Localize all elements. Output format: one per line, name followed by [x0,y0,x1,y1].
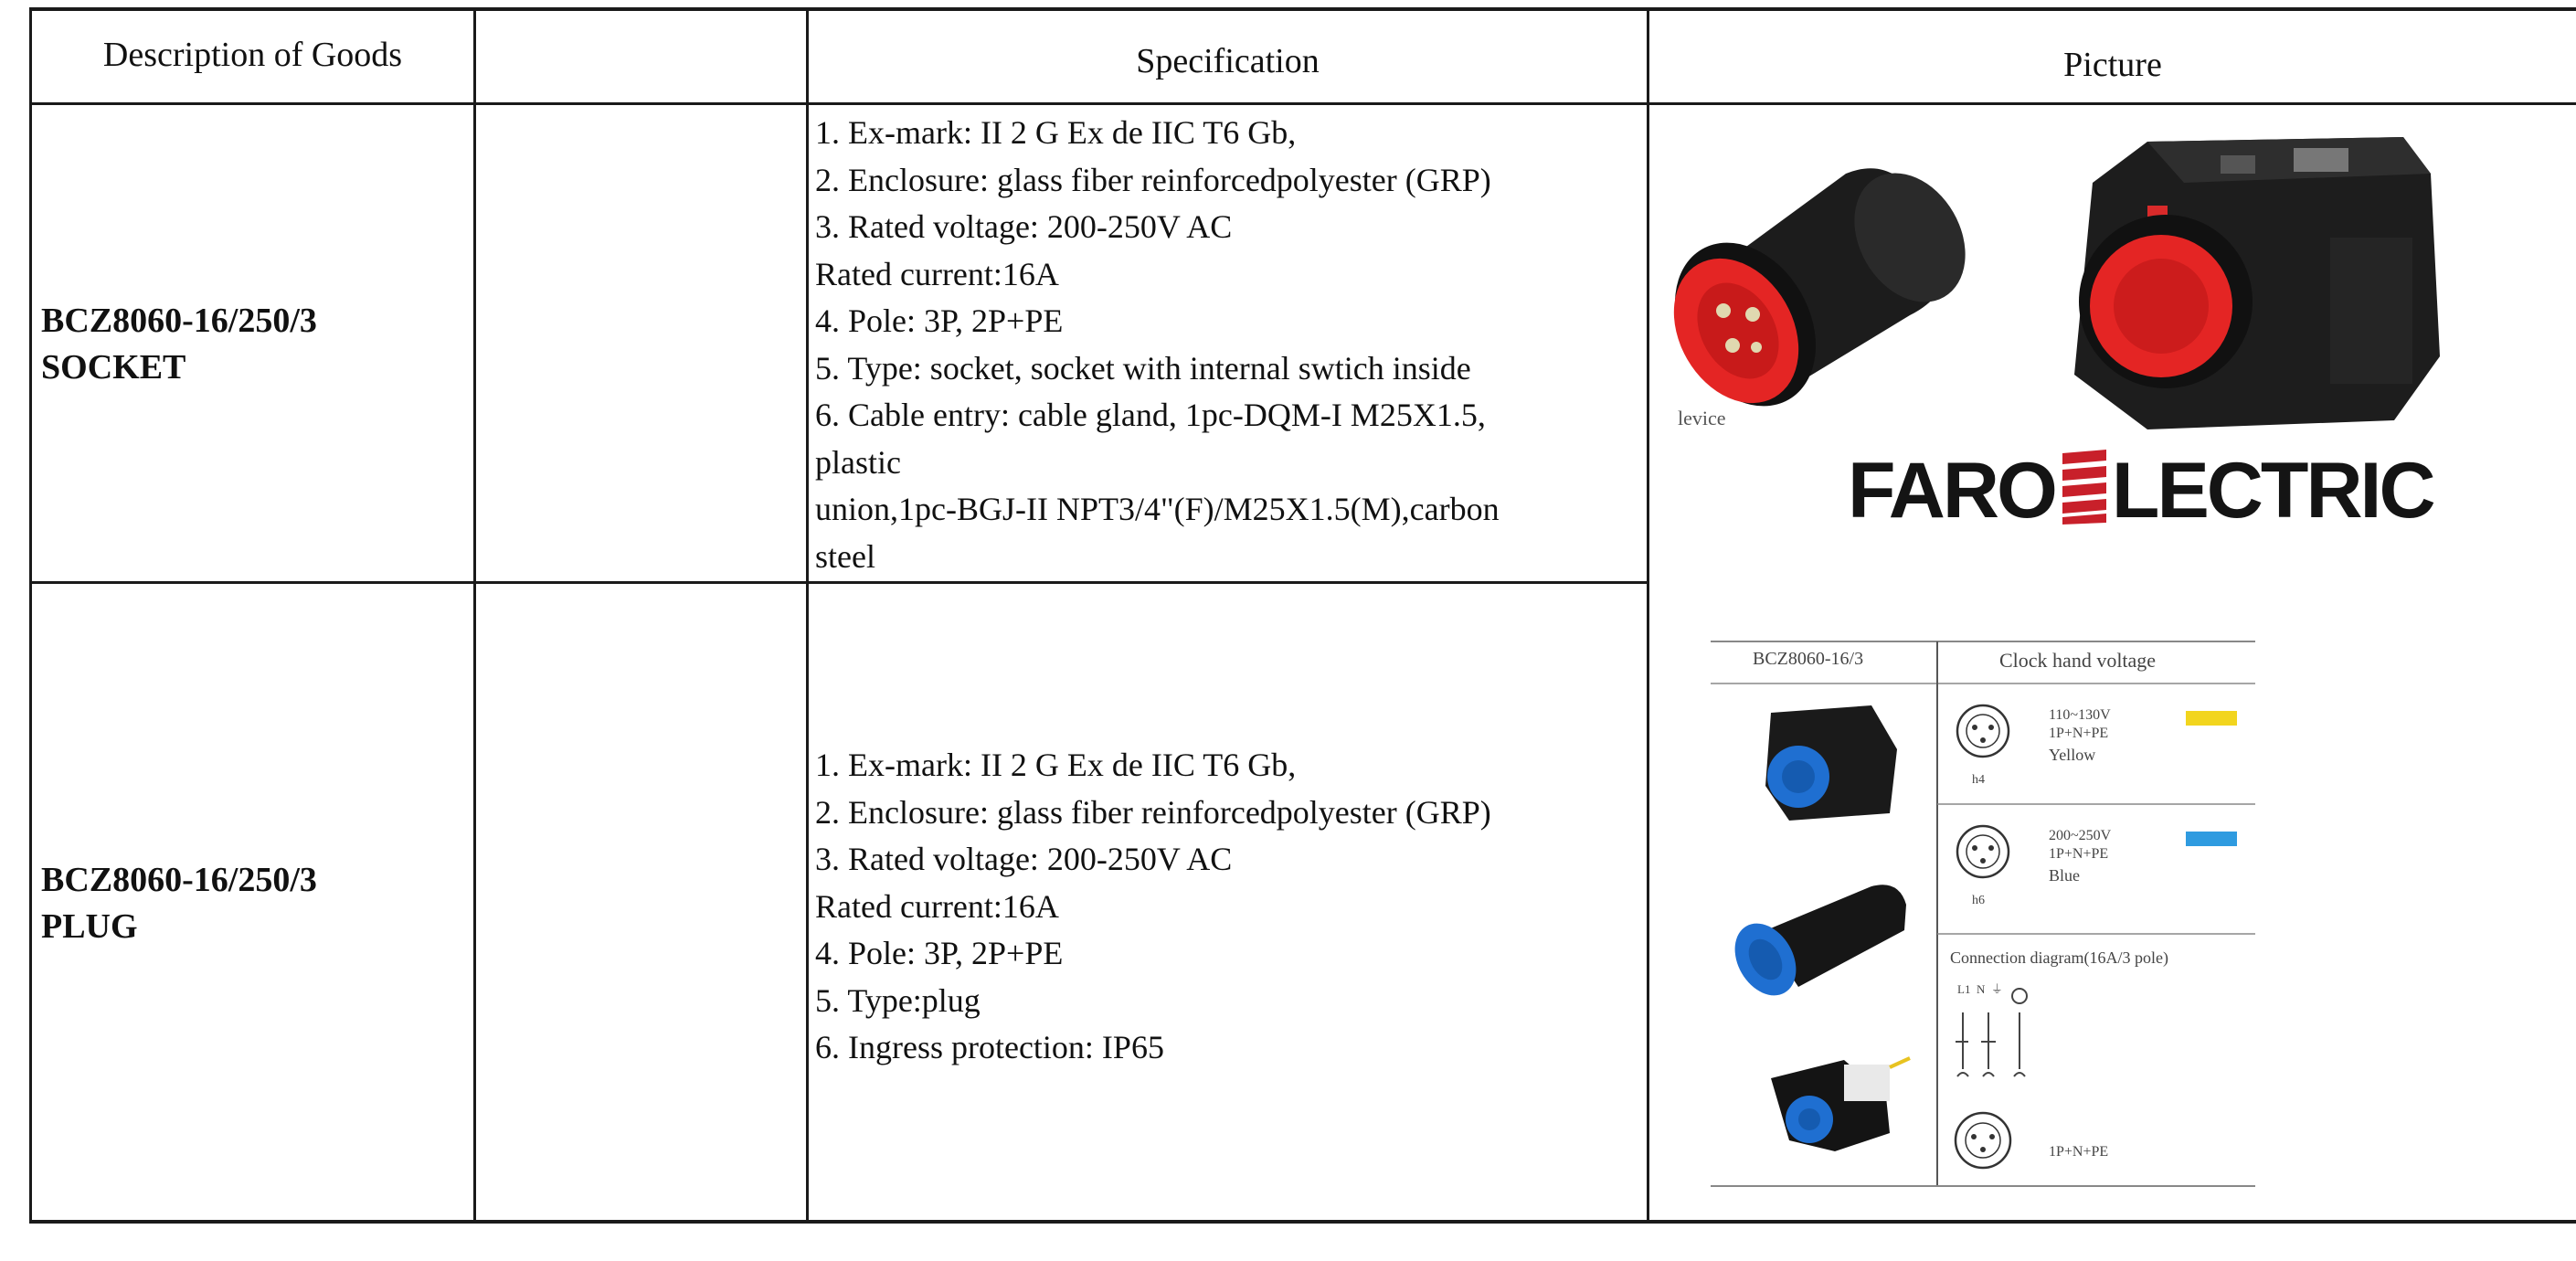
header-specification: Specification [1136,42,1320,80]
terminal-labels: L1 N ⏚ [1957,982,2003,996]
red-socket-image [2074,137,2440,429]
blue-swatch [2186,832,2237,846]
row-plug-name-line2: PLUG [41,907,138,946]
spec-line: 1. Ex-mark: II 2 G Ex de IIC T6 Gb, [815,114,1297,151]
spec-line: 6. Cable entry: cable gland, 1pc-DQM-I M25X1.5, [815,397,1486,433]
pin-diagram-icon [1956,1113,2010,1168]
inset-frame [1707,640,2255,1188]
spec-line: 4. Pole: 3P, 2P+PE [815,935,1064,971]
row-socket-spec [815,110,1500,580]
voltage-code: h6 [1972,894,1985,907]
header-picture: Picture [2063,46,2162,84]
inset-voltage-header: Clock hand voltage [1999,649,2157,672]
spec-line: 6. Ingress protection: IP65 [815,1029,1164,1065]
spec-line: Rated current:16A [815,255,1059,292]
header-description: Description of Goods [102,36,403,74]
bottom-poles: 1P+N+PE [2049,1144,2109,1160]
inset-model: BCZ8060-16/3 [1753,649,1864,669]
spec-line: 3. Rated voltage: 200-250V AC [815,841,1233,877]
spec-line: steel [815,537,875,575]
brand-logo-right: LECTRIC [2111,447,2433,535]
column-divider-3 [1647,7,1649,1224]
spec-line: 2. Enclosure: glass fiber reinforcedpolyester (GRP) [815,793,1491,831]
column-divider-2 [806,7,809,1224]
inset-panel-socket-image [1771,1058,1910,1151]
table-left-border [29,7,32,1224]
column-divider-1 [473,7,476,1224]
row-divider [29,581,1648,584]
connection-diagram [1956,989,2027,1076]
spec-line: union,1pc-BGJ-II NPT3/4"(F)/M25X1.5(M),carbon [815,491,1500,527]
voltage-code: h4 [1972,773,1985,787]
row-socket-name-line1: BCZ8060-16/250/3 [41,302,317,340]
voltage-range: 200~250V [2049,828,2112,843]
spec-line: 5. Type:plug [815,981,981,1019]
pin-diagram-icon [1957,705,2009,757]
spec-line: 4. Pole: 3P, 2P+PE [815,302,1064,339]
voltage-color-name: Yellow [2049,746,2096,764]
pin-diagram-icon [1957,826,2009,877]
product-photo [1672,119,2458,457]
inset-socket-image [1765,705,1897,821]
diagram-title: Connection diagram(16A/3 pole) [1950,948,2168,967]
spec-line: 3. Rated voltage: 200-250V AC [815,208,1233,245]
inset-spec-image [1707,640,2255,1188]
header-bottom-border [29,102,2576,105]
inset-plug-image [1723,885,1906,1006]
row-socket-name-line2: SOCKET [41,348,186,387]
spec-line: 2. Enclosure: glass fiber reinforcedpolyester (GRP) [815,161,1491,198]
voltage-poles: 1P+N+PE [2049,846,2109,862]
spec-line: Rated current:16A [815,887,1059,925]
yellow-swatch [2186,711,2237,726]
red-plug-image [1672,154,1988,432]
row-plug-spec [815,742,1491,1072]
device-caption: levice [1678,407,1726,429]
brand-e-mark-icon [2057,448,2110,525]
brand-logo-left: FARO [1848,447,2055,535]
voltage-range: 110~130V [2049,707,2111,723]
voltage-color-name: Blue [2049,866,2080,885]
spec-line: 5. Type: socket, socket with internal swtich inside [815,349,1471,387]
spec-line: 1. Ex-mark: II 2 G Ex de IIC T6 Gb, [815,747,1297,783]
table-top-border [29,7,2576,11]
brand-logo [1848,446,2433,537]
voltage-poles: 1P+N+PE [2049,726,2109,741]
table-bottom-border [29,1220,2576,1224]
spec-line: plastic [815,443,901,481]
row-plug-name-line1: BCZ8060-16/250/3 [41,861,317,899]
